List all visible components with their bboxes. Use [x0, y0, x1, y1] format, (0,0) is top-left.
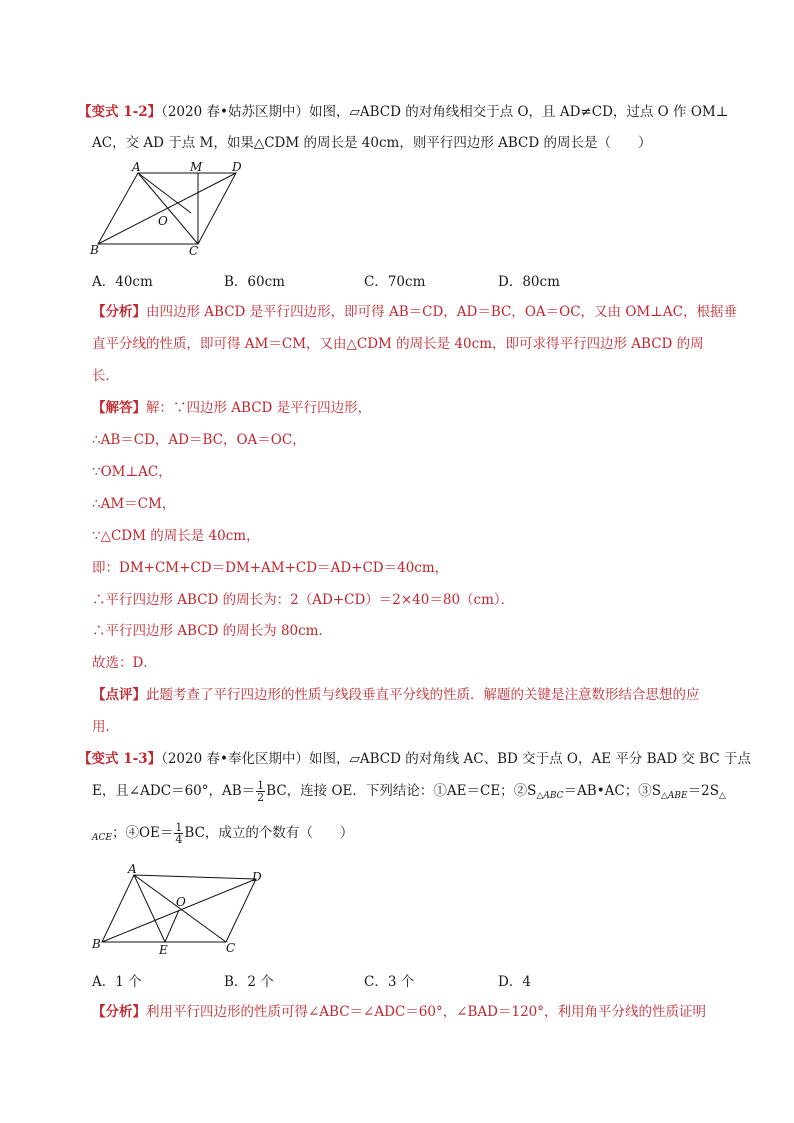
label-a: A — [128, 862, 137, 876]
q2-option-a[interactable]: A．1 个 — [92, 974, 142, 990]
a1-solution-line4: ∵△CDM 的周长是 40cm， — [92, 528, 260, 544]
label-a: A — [132, 162, 141, 174]
label-b: B — [90, 243, 99, 257]
label-c: C — [226, 941, 236, 955]
q1-option-d[interactable]: D．80cm — [498, 274, 560, 290]
label-d: D — [252, 870, 262, 884]
q2-line2: E，且∠ADC＝60°，AB＝ $\frac{1}{2}$ BC，连接 OE．下列结论：①AE＝CE；$②S_{\triangle ABC}=AB•AC$；$③S_{\triangle ABE}=2S_\triangle$ — [92, 779, 726, 804]
a2-analysis-line1: 【分析】利用平行四边形的性质可得∠ABC＝∠ADC＝60°，∠BAD＝120°，利用角平分线的性质证明 — [92, 1004, 707, 1020]
diagonal-bd — [98, 173, 236, 244]
label-m: M — [190, 162, 203, 174]
q1-line1: 【变式 1-2】（2020 春•姑苏区期中）如图，▱ABCD 的对角线相交于点 O，且 AD≠CD，过点 O 作 OM⊥ — [78, 104, 729, 120]
a1-solution-line8: 故选：D． — [92, 655, 157, 671]
a1-solution-line2: ∵OM⊥AC， — [92, 464, 172, 480]
label-d: D — [232, 162, 242, 174]
q2-option-b[interactable]: B．2 个 — [224, 974, 274, 990]
label-e: E — [159, 943, 168, 957]
q2-option-c[interactable]: C．3 个 — [364, 974, 415, 990]
q1-figure — [86, 162, 256, 258]
q1-tag: 【变式 1-2】 — [78, 104, 162, 120]
a1-solution-line5: 即：DM+CM+CD＝DM+AM+CD＝AD+CD＝40cm， — [92, 560, 449, 576]
q1-option-b[interactable]: B．60cm — [224, 274, 285, 290]
q1-option-c[interactable]: C．70cm — [364, 274, 426, 290]
segment-om — [138, 173, 191, 213]
a1-solution-line0: 【解答】解：∵四边形 ABCD 是平行四边形， — [92, 400, 372, 416]
segment-ae — [134, 875, 165, 942]
a1-comment-line1: 【点评】此题考查了平行四边形的性质与线段垂直平分线的性质．解题的关键是注意数形结合思想的应 — [92, 687, 700, 703]
q1-line2: AC，交 AD 于点 M，如果△CDM 的周长是 40cm，则平行四边形 ABCD 的周长是（ ） — [92, 135, 652, 151]
a1-solution-line6: ∴平行四边形 ABCD 的周长为：2（AD+CD）＝2×40＝80（cm）． — [92, 592, 515, 608]
a1-comment-line2: 用． — [92, 719, 119, 735]
a1-analysis-line3: 长． — [92, 368, 119, 384]
label-b: B — [92, 937, 101, 951]
a1-solution-line7: ∴平行四边形 ABCD 的周长为 80cm． — [92, 623, 332, 639]
segment-oe — [165, 910, 179, 942]
label-o: O — [158, 214, 168, 228]
q2-line3: $_{ACE}$；④OE＝ $\frac{1}{4}$ BC，成立的个数有（ ） — [92, 821, 354, 846]
fraction-one-half: $\frac{1}{2}$ — [257, 779, 265, 804]
q2-figure — [86, 862, 272, 958]
fraction-one-quarter: $\frac{1}{4}$ — [175, 821, 183, 846]
label-o: O — [176, 895, 186, 909]
q2-option-d[interactable]: D．4 — [498, 974, 531, 990]
a1-analysis-line1: 【分析】由四边形 ABCD 是平行四边形，即可得 AB＝CD，AD＝BC，OA＝OC，又由 OM⊥AC，根据垂 — [92, 304, 738, 320]
a1-solution-line1: ∴AB＝CD，AD＝BC，OA＝OC， — [92, 432, 306, 448]
a1-solution-line3: ∴AM＝CM， — [92, 496, 176, 512]
q2-line1: 【变式 1-3】（2020 春•奉化区期中）如图，▱ABCD 的对角线 AC、BD 交于点 O，AE 平分 BAD 交 BC 于点 — [78, 751, 752, 767]
q1-option-a[interactable]: A．40cm — [92, 274, 153, 290]
a1-analysis-line2: 直平分线的性质，即可得 AM＝CM，又由△CDM 的周长是 40cm，即可求得平行四边形 ABCD 的周 — [92, 336, 704, 352]
q2-tag: 【变式 1-3】 — [78, 751, 162, 767]
label-c: C — [189, 244, 199, 258]
